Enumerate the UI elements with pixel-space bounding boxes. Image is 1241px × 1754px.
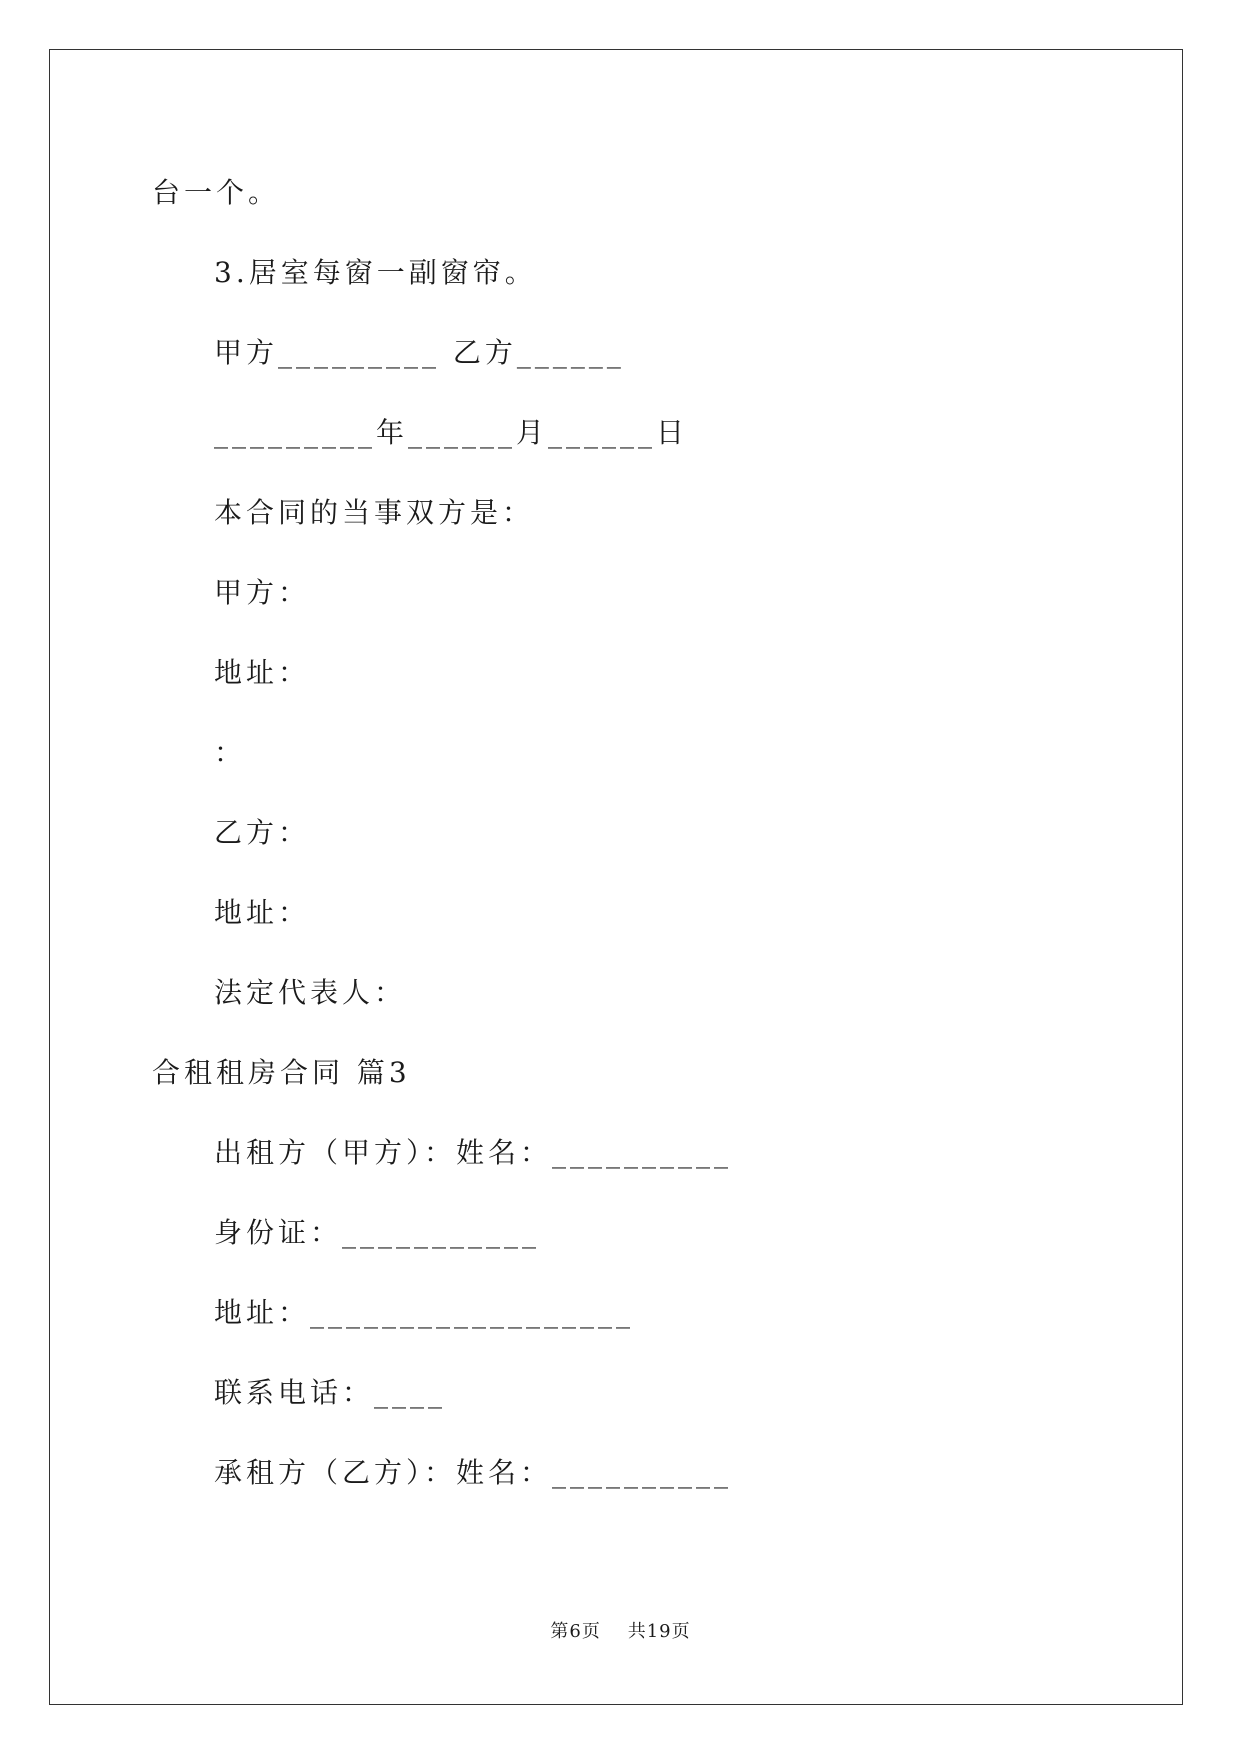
blank-field-label: ： bbox=[214, 736, 247, 769]
party-b-label: 乙方： bbox=[214, 816, 311, 849]
party-a-label: 甲方： bbox=[214, 576, 311, 609]
page-number-footer: 第6页 共19页 bbox=[550, 1621, 691, 1642]
party-b-address-label: 地址： bbox=[214, 896, 311, 929]
phone-field: 联系电话：____ bbox=[214, 1376, 447, 1409]
section-heading: 合租租房合同 篇3 bbox=[152, 1056, 411, 1089]
legal-representative-label: 法定代表人： bbox=[214, 976, 407, 1009]
id-card-field: 身份证：___________ bbox=[214, 1216, 541, 1249]
parties-intro: 本合同的当事双方是： bbox=[214, 496, 535, 529]
lessee-name-field: 承租方（乙方）：姓名：__________ bbox=[214, 1456, 733, 1489]
text-line: 台一个。 bbox=[152, 176, 281, 209]
text-line: 3.居室每窗一副窗帘。 bbox=[214, 256, 537, 289]
signature-line: 甲方_________ 乙方______ bbox=[214, 336, 625, 369]
lessor-name-field: 出租方（甲方）：姓名：__________ bbox=[214, 1136, 733, 1169]
party-a-address-label: 地址： bbox=[214, 656, 311, 689]
address-field: 地址：__________________ bbox=[214, 1296, 635, 1329]
date-line: _________年______月______日 bbox=[214, 416, 689, 449]
